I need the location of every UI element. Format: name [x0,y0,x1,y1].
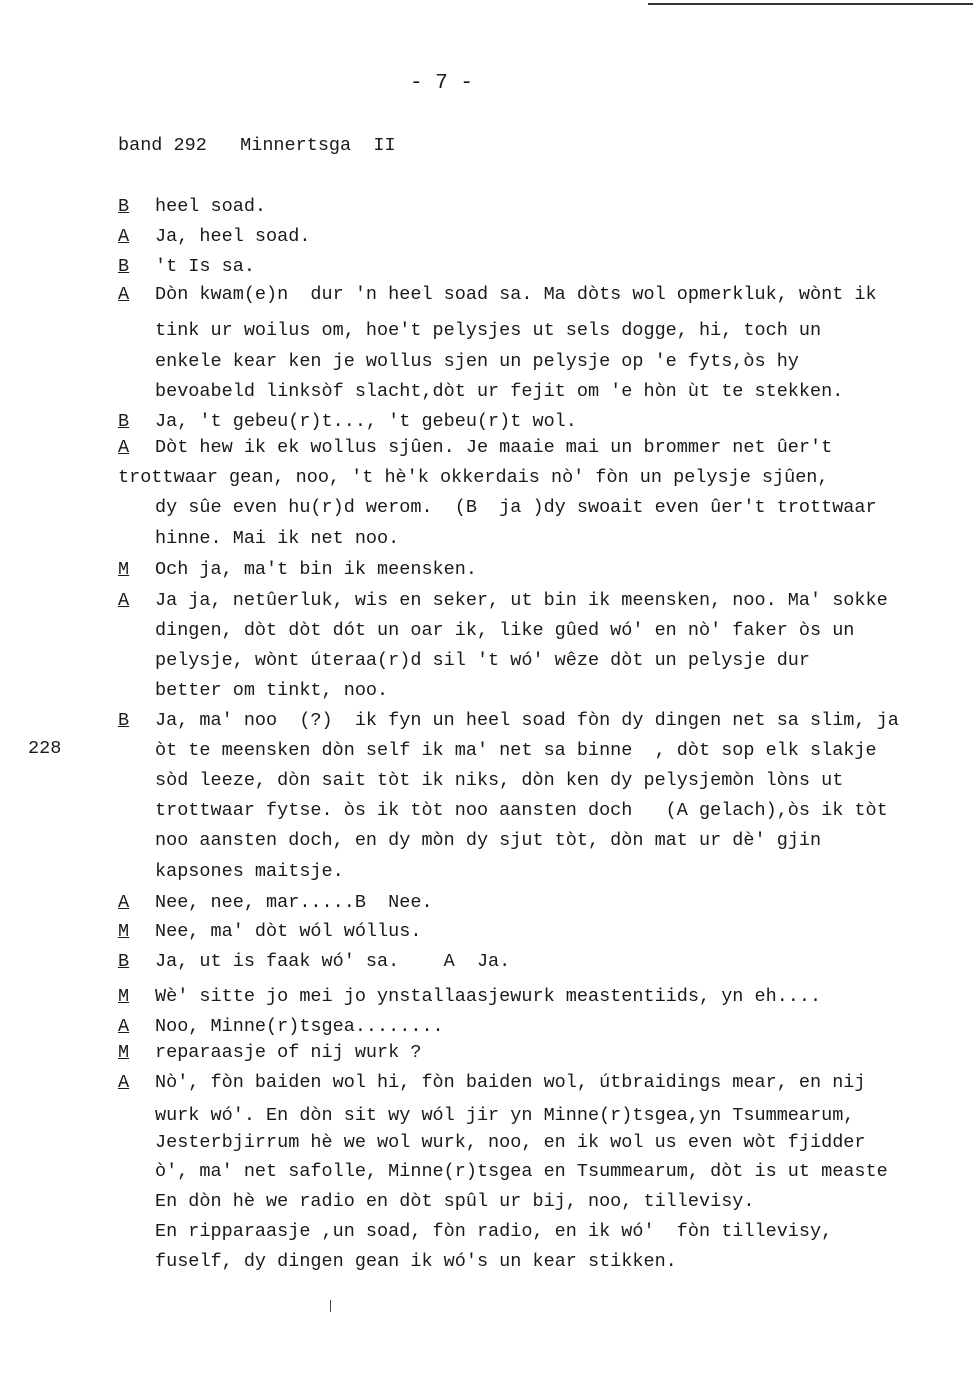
speaker-label: A [118,226,130,247]
line-text: Ja, 't gebeu(r)t..., 't gebeu(r)t wol. [155,411,577,432]
speaker-label: A [118,1016,130,1037]
line-text: reparaasje of nij wurk ? [155,1042,422,1063]
line-text: pelysje, wònt úteraa(r)d sil 't wó' wêze dòt un pelysje dur [155,650,811,671]
line-text: Ja, heel soad. [155,226,311,247]
line-text: trottwaar gean, noo, 't hè'k okkerdais nò' fòn un pelysje sjûen, [118,467,829,488]
line-text: 't Is sa. [155,256,255,277]
line-text: tink ur woilus om, hoe't pelysjes ut sels dogge, hi, toch un [155,320,822,341]
line-text: kapsones maitsje. [155,861,344,882]
line-text: sòd leeze, dòn sait tòt ik niks, dòn ken dy pelysjemòn lòns ut [155,770,844,791]
speaker-label: A [118,437,130,458]
line-text: Wè' sitte jo mei jo ynstallaasjewurk meastentiids, yn eh.... [155,986,822,1007]
line-text: Ja, ut is faak wó' sa. A Ja. [155,951,511,972]
top-rule [648,3,973,5]
speaker-label: M [118,921,130,942]
speaker-label: M [118,1042,130,1063]
speaker-label: B [118,256,130,277]
speaker-label: A [118,1072,130,1093]
line-text: better om tinkt, noo. [155,680,389,701]
line-text: Nee, nee, mar.....B Nee. [155,892,433,913]
line-text: En dòn hè we radio en dòt spûl ur bij, noo, tillevisy. [155,1191,755,1212]
speaker-label: B [118,951,130,972]
speaker-label: A [118,892,130,913]
line-text: Nò', fòn baiden wol hi, fòn baiden wol, útbraidings mear, en nij [155,1072,866,1093]
margin-note: 228 [28,738,62,759]
line-text: enkele kear ken je wollus sjen un pelysje op 'e fyts,òs hy [155,351,799,372]
speaker-label: A [118,284,130,305]
speaker-label: A [118,590,130,611]
line-text: Dòt hew ik ek wollus sjûen. Je maaie mai un brommer net ûer't [155,437,833,458]
line-text: hinne. Mai ik net noo. [155,528,400,549]
line-text: Och ja, ma't bin ik meensken. [155,559,477,580]
line-text: Ja, ma' noo (?) ik fyn un heel soad fòn dy dingen net sa slim, ja [155,710,899,731]
line-text: Noo, Minne(r)tsgea........ [155,1016,444,1037]
page-header: band 292 Minnertsga II [118,135,396,156]
line-text: heel soad. [155,196,267,217]
line-text: wurk wó'. En dòn sit wy wól jir yn Minne(r)tsgea,yn Tsummearum, [155,1105,855,1126]
line-text: Jesterbjirrum hè we wol wurk, noo, en ik wol us even wòt fjidder [155,1132,866,1153]
speaker-label: B [118,710,130,731]
speaker-label: M [118,986,130,1007]
line-text: Nee, ma' dòt wól wóllus. [155,921,422,942]
line-text: Dòn kwam(e)n dur 'n heel soad sa. Ma dòts wol opmerkluk, wònt ik [155,284,877,305]
page-number: - 7 - [410,72,474,95]
line-text: dingen, dòt dòt dót un oar ik, like gûed wó' en nò' faker òs un [155,620,855,641]
line-text: òt te meensken dòn self ik ma' net sa binne , dòt sop elk slakje [155,740,877,761]
line-text: fuself, dy dingen gean ik wó's un kear stikken. [155,1251,677,1272]
line-text: bevoabeld linksòf slacht,dòt ur fejit om 'e hòn ùt te stekken. [155,381,844,402]
line-text: dy sûe even hu(r)d werom. (B ja )dy swoait even ûer't trottwaar [155,497,877,518]
line-text: noo aansten doch, en dy mòn dy sjut tòt, dòn mat ur dè' gjin [155,830,822,851]
line-text: ò', ma' net safolle, Minne(r)tsgea en Tsummearum, dòt is ut measte [155,1161,888,1182]
speaker-label: B [118,411,130,432]
line-text: En ripparaasje ,un soad, fòn radio, en ik wó' fòn tillevisy, [155,1221,833,1242]
line-text: trottwaar fytse. òs ik tòt noo aansten doch (A gelach),òs ik tòt [155,800,888,821]
line-text: Ja ja, netûerluk, wis en seker, ut bin ik meensken, noo. Ma' sokke [155,590,888,611]
speaker-label: M [118,559,130,580]
speaker-label: B [118,196,130,217]
margin-tick [330,1300,331,1312]
